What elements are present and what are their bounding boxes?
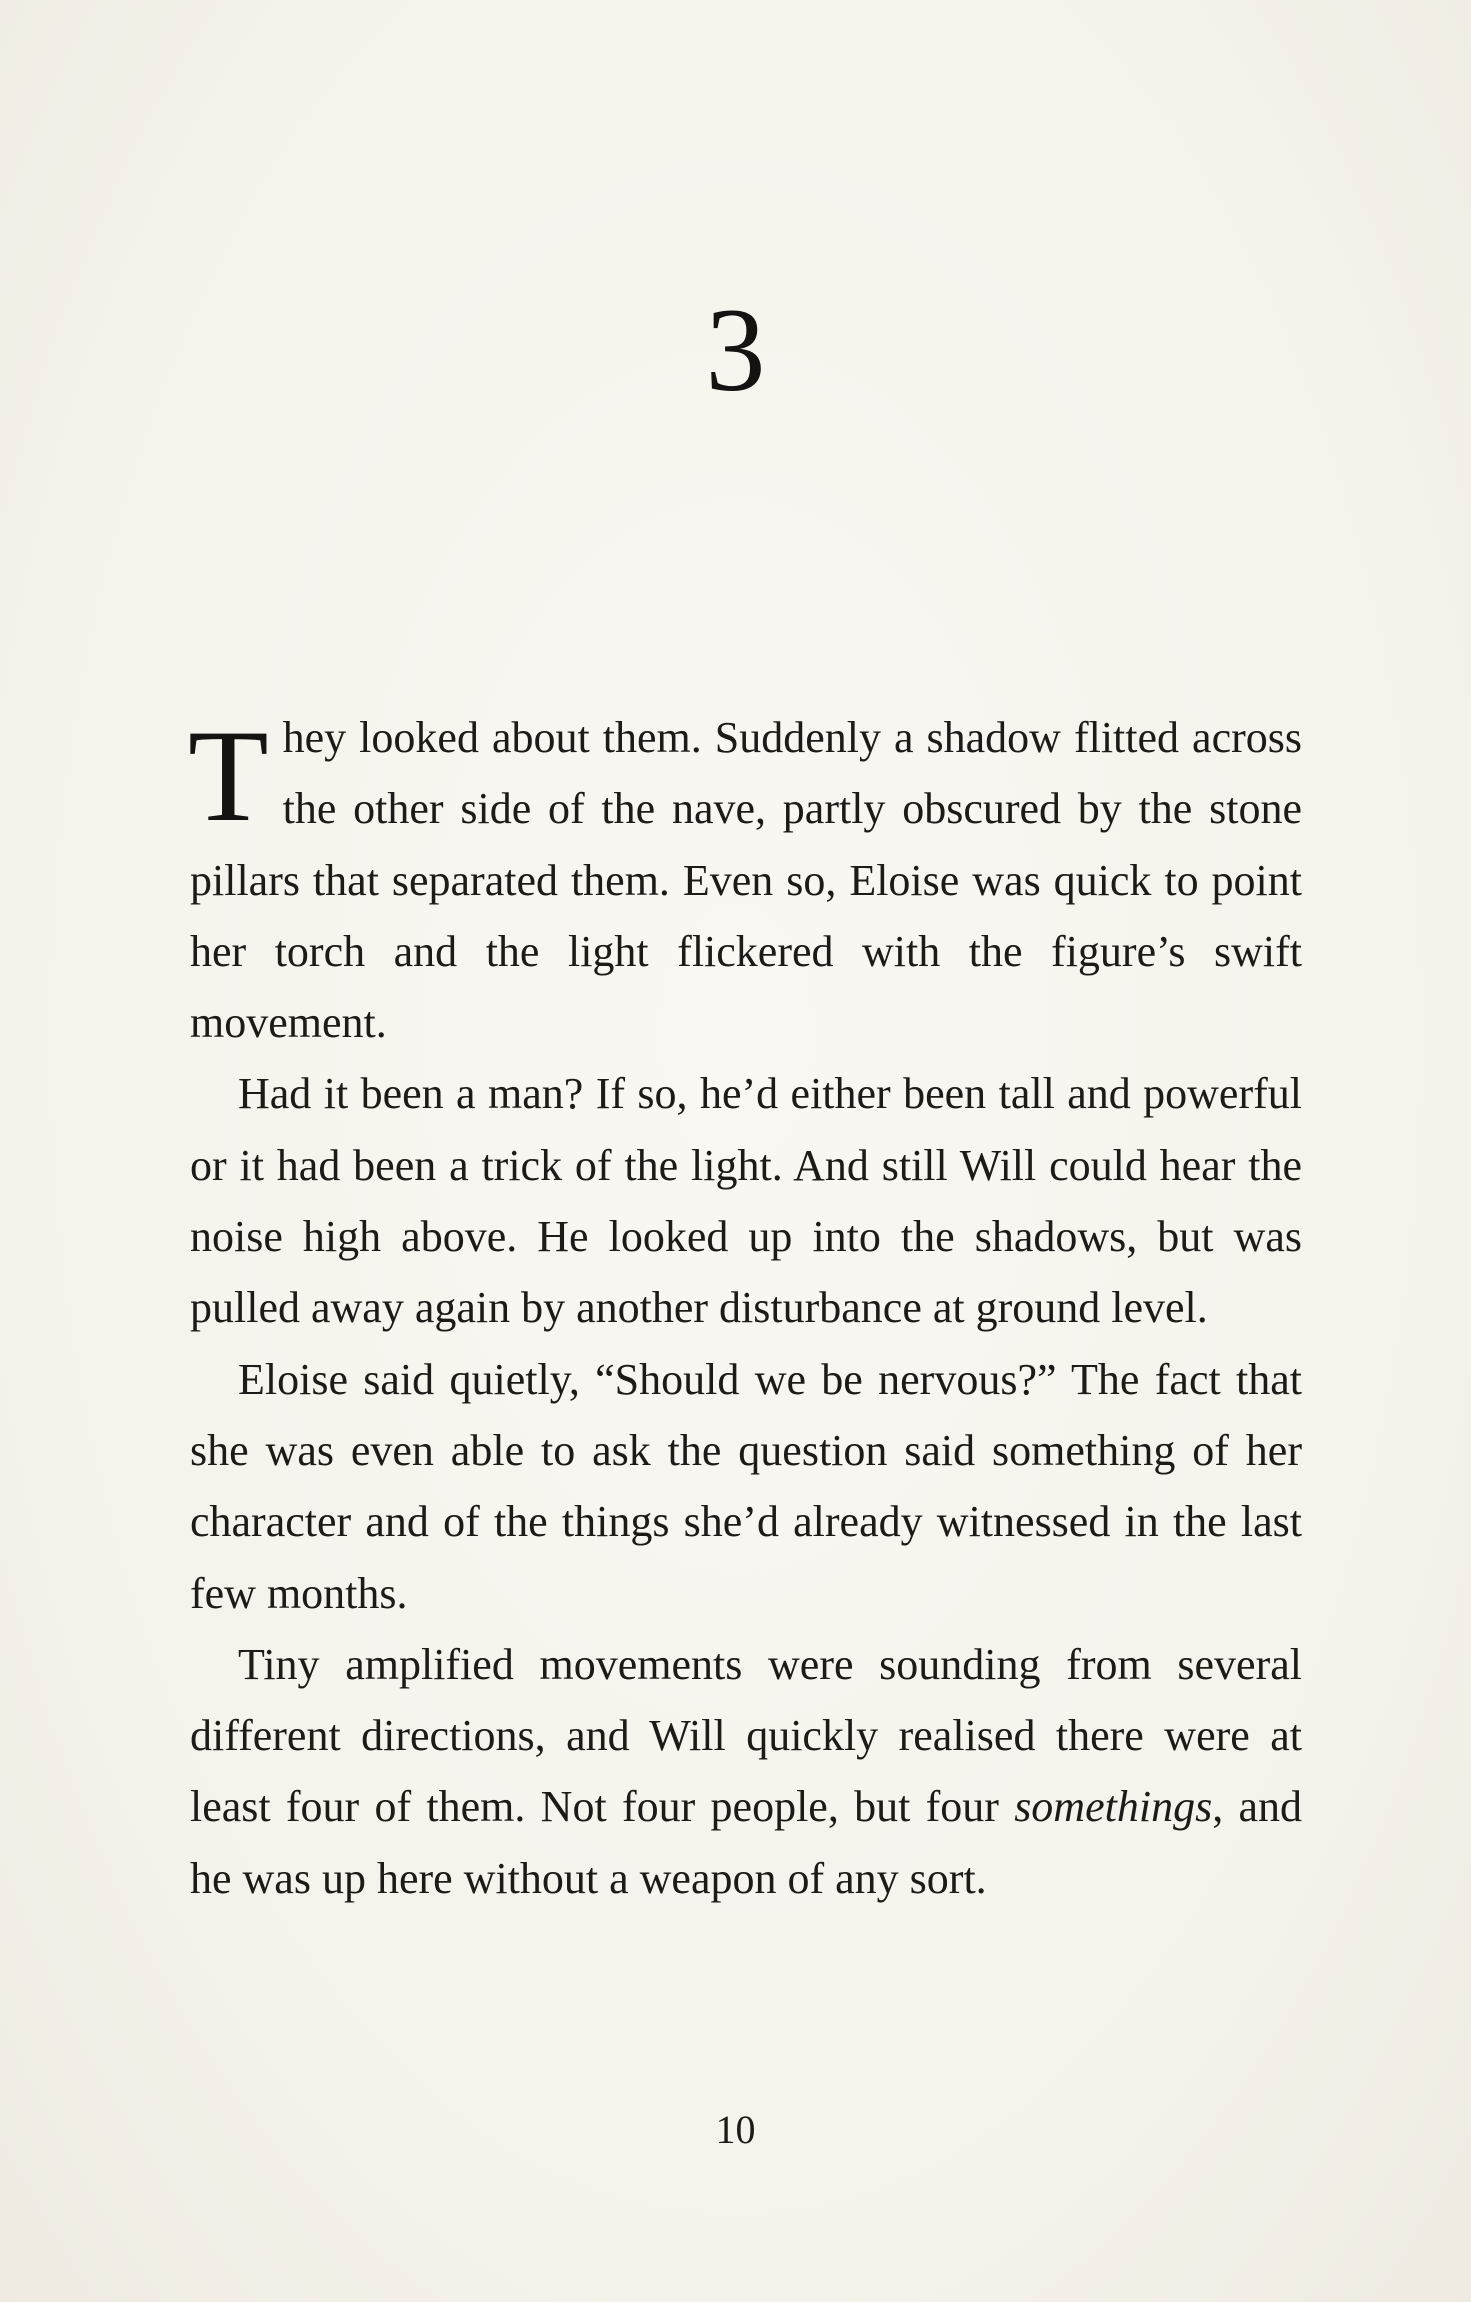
paragraph-1-text: hey looked about them. Suddenly a shadow flitted across the other side of the nave, partly obscured by the stone pillars that separated them. Even so, Eloise was quick to point her torch and the light flickered with the figure’s swift movement. <box>190 713 1302 1048</box>
chapter-body <box>190 702 1302 1914</box>
paragraph-2: Had it been a man? If so, he’d either been tall and powerful or it had been a trick of the light. And still Will could hear the noise high above. He looked up into the shadows, but was pulled away again by another disturbance at ground level. <box>190 1069 1302 1333</box>
paragraph-4-text-before: Tiny amplified movements were sounding from several different directions, and Will quickly realised there were at least four of them. Not four people, but four <box>190 1639 1302 1832</box>
paragraph-4 <box>190 1629 1302 1914</box>
paragraph-4-text-after: , and he was up here without a weapon of any sort. <box>190 1782 1302 1903</box>
paragraph-1 <box>190 702 1302 1058</box>
paragraph-4-emphasis: somethings <box>1014 1782 1213 1832</box>
paragraph-3: Eloise said quietly, “Should we be nervous?” The fact that she was even able to ask the question said something of her character and of the things she’d already witnessed in the last few months. <box>190 1354 1302 1618</box>
chapter-number: 3 <box>705 283 766 416</box>
page-number: 10 <box>715 2107 756 2152</box>
drop-cap: T <box>188 702 269 849</box>
